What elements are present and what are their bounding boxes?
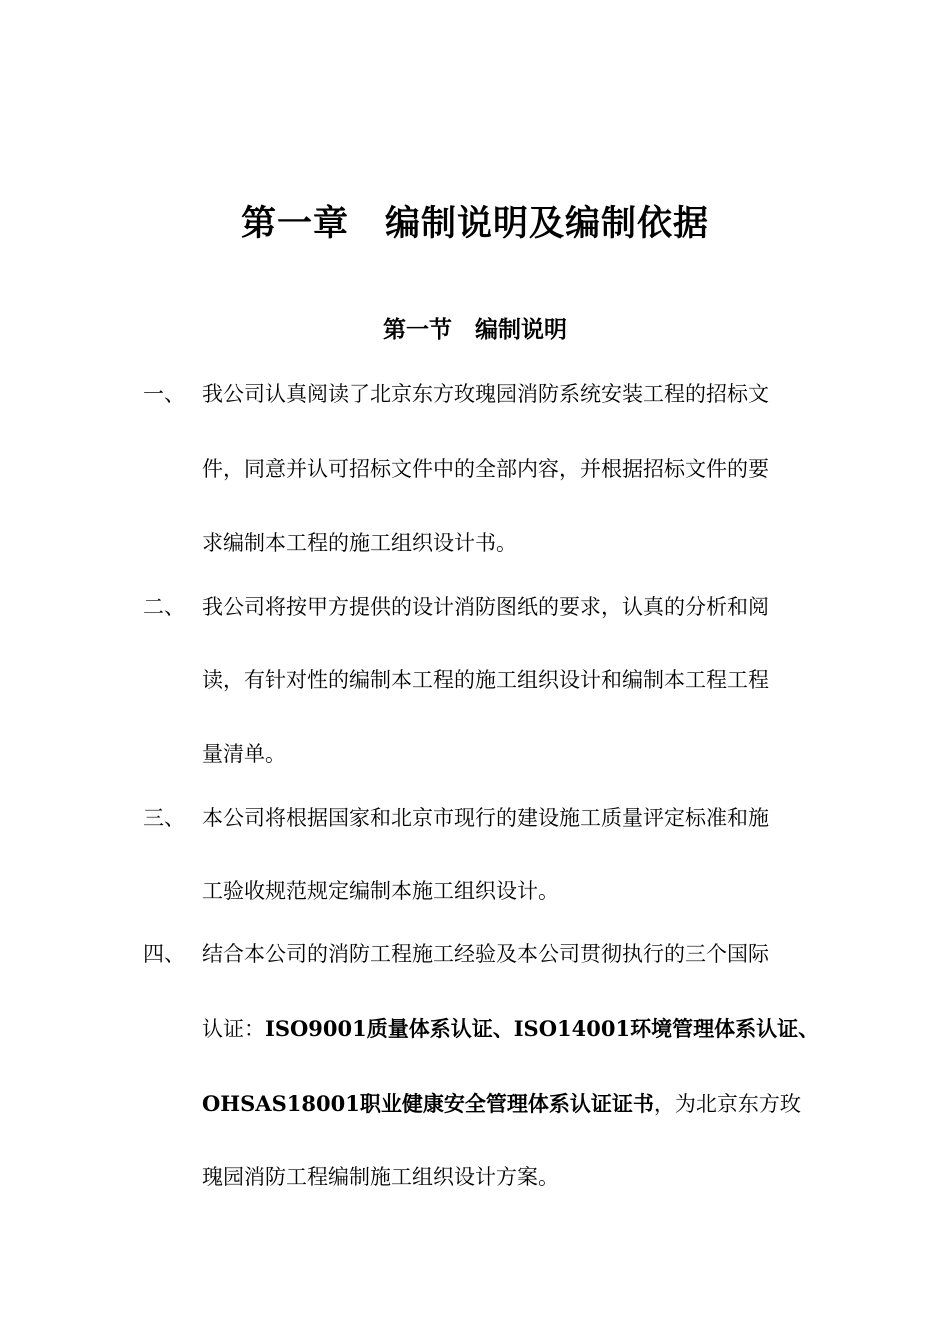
paragraph-line: 结合本公司的消防工程施工经验及本公司贯彻执行的三个国际 <box>202 942 769 966</box>
paragraph-line: 我公司将按甲方提供的设计消防图纸的要求，认真的分析和阅 <box>202 595 769 619</box>
certification-suffix: ，为北京东方玫 <box>653 1092 801 1116</box>
paragraph-line: 本公司将根据国家和北京市现行的建设施工质量评定标准和施 <box>202 806 769 830</box>
paragraph-line: 瑰园消防工程编制施工组织设计方案。 <box>202 1165 559 1189</box>
paragraph-line: 工验收规范规定编制本施工组织设计。 <box>202 879 559 903</box>
item-number: 四、 <box>143 942 185 966</box>
item-number: 三、 <box>143 806 185 830</box>
item-number: 二、 <box>143 595 185 619</box>
paragraph-line <box>202 1013 819 1043</box>
chapter-title: 第一章 编制说明及编制依据 <box>240 203 709 244</box>
paragraph-line: 件，同意并认可招标文件中的全部内容，并根据招标文件的要 <box>202 457 769 481</box>
paragraph-line <box>202 1088 801 1118</box>
paragraph-line: 我公司认真阅读了北京东方玫瑰园消防系统安装工程的招标文 <box>202 382 769 406</box>
paragraph-line: 量清单。 <box>202 742 286 766</box>
paragraph-line: 读，有针对性的编制本工程的施工组织设计和编制本工程工程 <box>202 668 769 692</box>
certification-ohsas: OHSAS18001职业健康安全管理体系认证证书 <box>202 1091 654 1116</box>
item-number: 一、 <box>143 382 185 406</box>
paragraph-line: 求编制本工程的施工组织设计书。 <box>202 531 517 555</box>
section-title: 第一节 编制说明 <box>383 316 567 343</box>
certification-prefix: 认证： <box>202 1017 265 1041</box>
certification-list: ISO9001质量体系认证、ISO14001环境管理体系认证、 <box>265 1016 820 1041</box>
